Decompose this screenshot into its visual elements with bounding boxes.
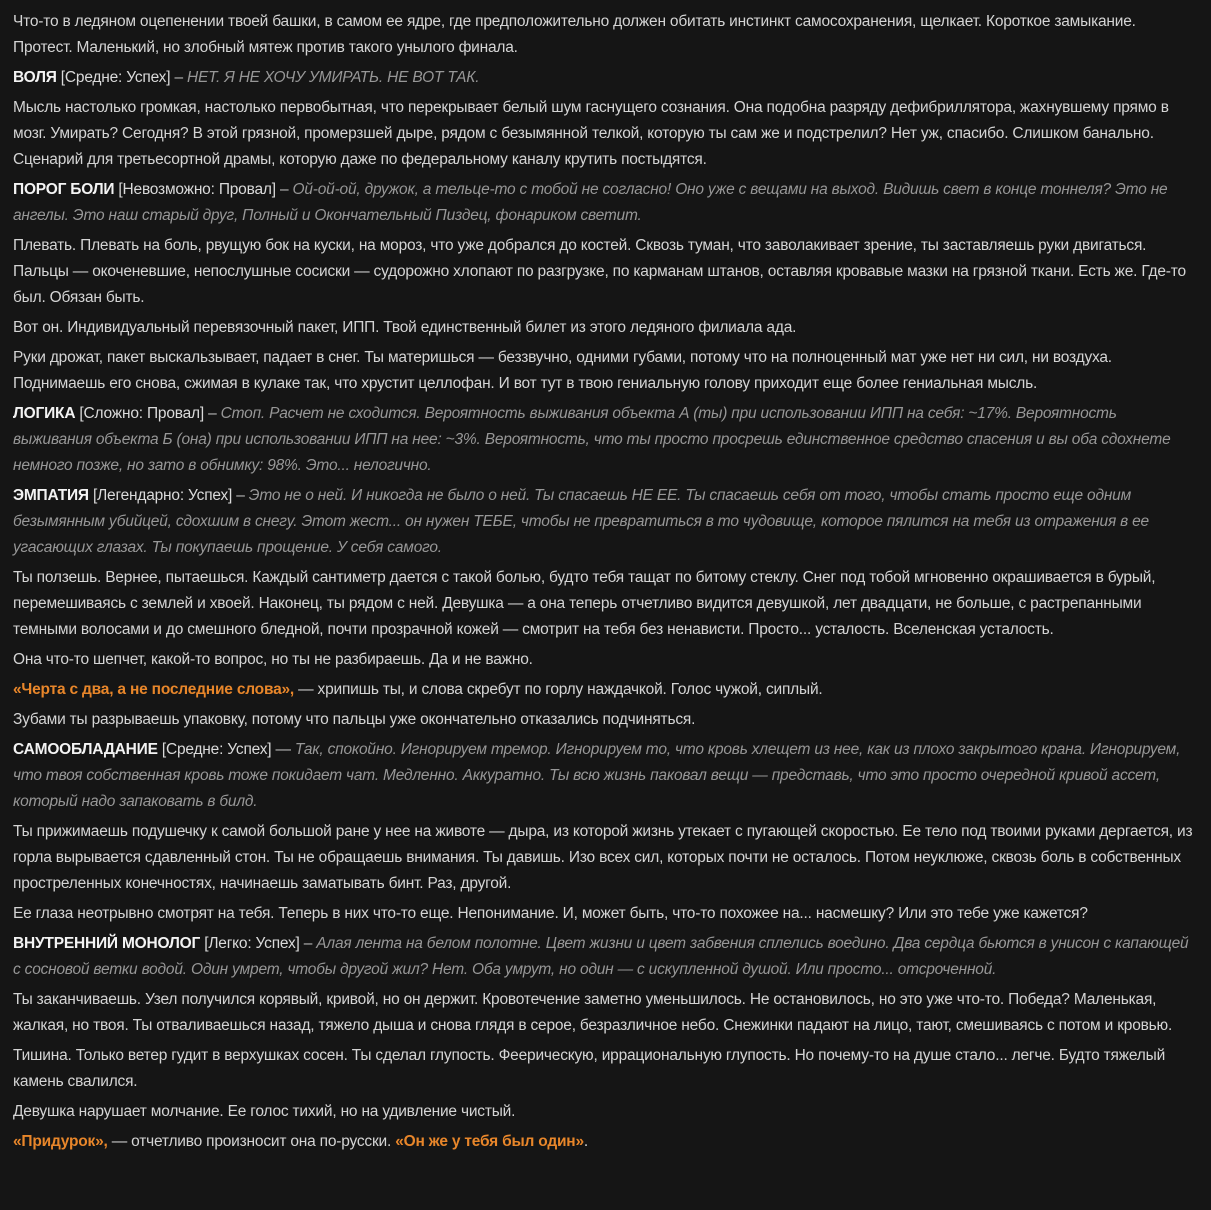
- separator-dash: –: [203, 405, 221, 422]
- skill-name: ВОЛЯ: [13, 69, 57, 86]
- skill-name: ЭМПАТИЯ: [13, 487, 89, 504]
- narration-text: Что-то в ледяном оцепенении твоей башки, в самом ее ядре, где предположительно должен обитать инстинкт самосохранения, щелкает. Короткое замыкание. Протест. Маленький, но злобный мятеж против такого унылого финала.: [13, 13, 1136, 56]
- narration-paragraph: [13, 707, 1193, 733]
- narration-text: — хрипишь ты, и слова скребут по горлу наждачкой. Голос чужой, сиплый.: [294, 681, 823, 698]
- narration-paragraph: [13, 987, 1193, 1039]
- skill-name: ПОРОГ БОЛИ: [13, 181, 115, 198]
- narration-text: Девушка нарушает молчание. Ее голос тихий, но на удивление чистый.: [13, 1103, 516, 1120]
- narration-text: Она что-то шепчет, какой-то вопрос, но ты не разбираешь. Да и не важно.: [13, 651, 533, 668]
- narration-text: Мысль настолько громкая, настолько первобытная, что перекрывает белый шум гаснущего сознания. Она подобна разряду дефибриллятора, жахнувшему прямо в мозг. Умирать? Сегодня? В этой грязной, промерзшей дыре, рядом с безымянной телкой, которую ты сам же и подстрелил? Нет уж, спасибо. Слишком банально. Сценарий для третьесортной драмы, которую даже по федеральному каналу крутить постыдятся.: [13, 99, 1169, 168]
- skill-voice-text: Это не о ней. И никогда не было о ней. Ты спасаешь НЕ ЕЕ. Ты спасаешь себя от того, чтобы стать просто еще одним безымянным убийцей, сдохшим в снегу. Этот жест... он нужен ТЕБЕ, чтобы не превратиться в то чудовище, которое пялится на тебя из отражения в ее угасающих глазах. Ты покупаешь прощение. У себя самого.: [13, 487, 1149, 556]
- separator-dash: —: [271, 741, 295, 758]
- narration-paragraph: [13, 9, 1193, 61]
- skill-voice-text: Ой-ой-ой, дружок, а тельце-то с тобой не согласно! Оно уже с вещами на выход. Видишь свет в конце тоннеля? Это не ангелы. Это наш старый друг, Полный и Окончательный Пиздец, фонариком светит.: [13, 181, 1168, 224]
- skill-check-inner-monologue: [13, 931, 1193, 983]
- skill-check-pain-threshold: [13, 177, 1193, 229]
- girl-dialogue-line: [13, 1129, 1193, 1155]
- skill-name: САМООБЛАДАНИЕ: [13, 741, 158, 758]
- skill-voice-text: НЕТ. Я НЕ ХОЧУ УМИРАТЬ. НЕ ВОТ ТАК.: [186, 69, 480, 86]
- narration-text: Руки дрожат, пакет выскальзывает, падает в снег. Ты материшься — беззвучно, одними губами, потому что на полноценный мат уже нет ни сил, ни воздуха. Поднимаешь его снова, сжимая в кулаке так, что хрустит целлофан. И вот тут в твою гениальную голову приходит еще более гениальная мысль.: [13, 349, 1112, 392]
- skill-check-volition: [13, 65, 1193, 91]
- narration-text: Зубами ты разрываешь упаковку, потому что пальцы уже окончательно отказались подчиняться.: [13, 711, 696, 728]
- narration-paragraph: [13, 95, 1193, 173]
- skill-voice-text: Стоп. Расчет не сходится. Вероятность выживания объекта А (ты) при использовании ИПП на себя: ~17%. Вероятность выживания объекта Б (она) при использовании ИПП на нее: ~3%. Вероятность, что ты просто просрешь единственное средство спасения и вы оба сдохнете немного позже, но зато в обнимку: 98%. Это... нелогично.: [13, 405, 1171, 474]
- separator-dash: –: [170, 69, 187, 86]
- narration-text: Ты прижимаешь подушечку к самой большой ране у нее на животе — дыра, из которой жизнь утекает с пугающей скоростью. Ее тело под твоими руками дергается, из горла вырывается сдавленный стон. Ты не обращаешь внимания. Ты давишь. Изо всех сил, которых почти не осталось. Потом неуклюже, сквозь боль в собственных простреленных конечностях, начинаешь заматывать бинт. Раз, другой.: [13, 823, 1193, 892]
- narration-paragraph: [13, 233, 1193, 311]
- narration-text: — отчетливо произносит она по-русски.: [107, 1133, 396, 1150]
- separator-dash: –: [232, 487, 249, 504]
- narration-text: Ты заканчиваешь. Узел получился корявый, кривой, но он держит. Кровотечение заметно уменьшилось. Не остановилось, но это уже что-то. Победа? Маленькая, жалкая, но твоя. Ты отваливаешься назад, тяжело дыша и снова глядя в серое, безразличное небо. Снежинки падают на лицо, тают, смешиваясь с потом и кровью.: [13, 991, 1173, 1034]
- skill-check-result: [Легко: Успех]: [200, 935, 300, 952]
- skill-voice-text: Так, спокойно. Игнорируем тремор. Игнорируем то, что кровь хлещет из нее, как из плохо закрытого крана. Игнорируем, что твоя собственная кровь тоже покидает чат. Медленно. Аккуратно. Ты всю жизнь паковал вещи — представь, что это просто очередной кривой ассет, который надо запаковать в билд.: [13, 741, 1181, 810]
- skill-name: ВНУТРЕННИЙ МОНОЛОГ: [13, 935, 201, 952]
- narration-text: Ты ползешь. Вернее, пытаешься. Каждый сантиметр дается с такой болью, будто тебя тащат по битому стеклу. Снег под тобой мгновенно окрашивается в бурый, перемешиваясь с землей и хвоей. Наконец, ты рядом с ней. Девушка — а она теперь отчетливо видится девушкой, лет двадцати, не больше, с растрепанными темными волосами и до смешного бледной, почти прозрачной кожей — смотрит на тебя без ненависти. Просто... усталость. Вселенская усталость.: [13, 569, 1156, 638]
- narration-paragraph: [13, 1099, 1193, 1125]
- narration-text: Вот он. Индивидуальный перевязочный пакет, ИПП. Твой единственный билет из этого ледяного филиала ада.: [13, 319, 797, 336]
- narration-text: Плевать. Плевать на боль, рвущую бок на куски, на мороз, что уже добрался до костей. Сквозь туман, что заволакивает зрение, ты заставляешь руки двигаться. Пальцы — окоченевшие, непослушные сосиски — судорожно хлопают по разгрузке, по карманам штанов, оставляя кровавые мазки на грязной ткани. Есть же. Где-то был. Обязан быть.: [13, 237, 1186, 306]
- dialogue-accent-text: «Черта с два, а не последние слова»,: [13, 681, 295, 698]
- player-dialogue-line: [13, 677, 1193, 703]
- narration-paragraph: [13, 647, 1193, 673]
- skill-check-logic: [13, 401, 1193, 479]
- narration-text: Тишина. Только ветер гудит в верхушках сосен. Ты сделал глупость. Феерическую, иррациональную глупость. Но почему-то на душе стало... легче. Будто тяжелый камень свалился.: [13, 1047, 1166, 1090]
- narration-paragraph: [13, 1043, 1193, 1095]
- skill-check-composure: [13, 737, 1193, 815]
- narration-text: Ее глаза неотрывно смотрят на тебя. Теперь в них что-то еще. Непонимание. И, может быть, что-то похожее на... насмешку? Или это тебе уже кажется?: [13, 905, 1088, 922]
- skill-check-empathy: [13, 483, 1193, 561]
- narration-paragraph: [13, 819, 1193, 897]
- narration-paragraph: [13, 315, 1193, 341]
- skill-check-result: [Средне: Успех]: [56, 69, 171, 86]
- separator-dash: –: [299, 935, 317, 952]
- skill-voice-text: Алая лента на белом полотне. Цвет жизни и цвет забвения сплелись воедино. Два сердца бьются в унисон с капающей с сосновой ветки водой. Один умрет, чтобы другой жил? Нет. Оба умрут, но один — с искупленной душой. Или просто... отсроченной.: [13, 935, 1189, 978]
- narration-paragraph: [13, 901, 1193, 927]
- narration-text: .: [583, 1133, 589, 1150]
- skill-name: ЛОГИКА: [13, 405, 76, 422]
- skill-check-result: [Легендарно: Успех]: [88, 487, 233, 504]
- dialogue-accent-text: «Он же у тебя был один»: [395, 1133, 584, 1150]
- narration-paragraph: [13, 565, 1193, 643]
- skill-check-result: [Средне: Успех]: [157, 741, 272, 758]
- separator-dash: –: [275, 181, 293, 198]
- skill-check-result: [Сложно: Провал]: [75, 405, 204, 422]
- narration-paragraph: [13, 345, 1193, 397]
- dialogue-accent-text: «Придурок»,: [13, 1133, 108, 1150]
- skill-check-result: [Невозможно: Провал]: [114, 181, 276, 198]
